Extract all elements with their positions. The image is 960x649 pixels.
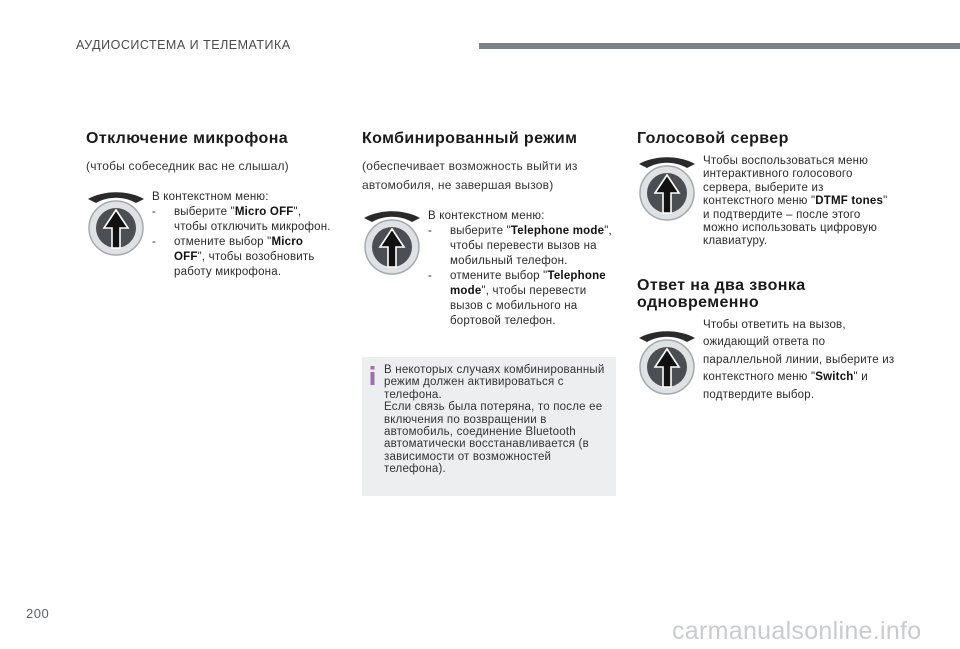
instruction-intro: В контекстном меню: xyxy=(428,210,545,222)
rotary-knob-icon xyxy=(86,190,146,256)
bullet-item: - отмените выбор "Telephone mode", чтобы перевести вызов с мобильного на бортовой телефон. xyxy=(428,270,606,327)
instruction-text: Чтобы ответить на вызов, ожидающий ответа по параллельной линии, выберите из контекстного меню "Switch" и подтвердите выбор. xyxy=(703,318,895,401)
section-combined-mode xyxy=(362,130,618,329)
bullet-item: - выберите "Micro OFF", чтобы отключить микрофон. xyxy=(152,206,331,233)
section-subtitle: (чтобы собеседник вас не слышал) xyxy=(86,159,289,173)
menu-option-micro-off: Micro OFF xyxy=(174,236,304,263)
section-title: Ответ на два звонка одновременно xyxy=(637,276,806,311)
bullet-item: - отмените выбор "Micro OFF", чтобы возобновить работу микрофона. xyxy=(152,236,315,278)
instruction-row xyxy=(637,155,897,249)
instruction-row xyxy=(637,317,897,405)
instruction-text xyxy=(146,190,336,280)
rotary-knob-icon xyxy=(362,209,422,275)
bullet-item: - выберите "Telephone mode", чтобы перевести вызов на мобильный телефон. xyxy=(428,225,612,267)
instruction-row xyxy=(362,209,618,329)
info-paragraph: Если связь была потеряна, то после ее включения по возвращении в автомобиль, соединение Bluetooth автоматически восстанавливается (в зависимости от возможностей телефона). xyxy=(384,401,603,476)
section-title: Комбинированный режим xyxy=(362,130,578,147)
menu-option-telephone-mode: Telephone mode xyxy=(510,225,605,237)
rotary-knob-icon xyxy=(637,329,697,395)
info-box xyxy=(362,357,616,496)
page-number: 200 xyxy=(26,606,50,621)
info-icon xyxy=(368,366,378,391)
section-title: Отключение микрофона xyxy=(86,130,289,147)
section-title: Голосовой сервер xyxy=(637,130,789,147)
menu-option-micro-off: Micro OFF xyxy=(234,206,294,218)
section-microphone-off xyxy=(86,130,336,280)
menu-option-dtmf-tones: DTMF tones xyxy=(815,195,884,208)
rotary-knob-icon xyxy=(637,155,697,221)
section-voice-server xyxy=(637,130,897,404)
watermark: carmanualsonline.info xyxy=(672,617,922,645)
header-bar xyxy=(479,43,960,49)
section-subtitle: (обеспечивает возможность выйти из автомобиля, не завершая вызов) xyxy=(362,159,578,192)
instruction-text xyxy=(422,209,618,329)
menu-option-telephone-mode: Telephone mode xyxy=(450,270,606,297)
instruction-intro: В контекстном меню: xyxy=(152,191,269,203)
info-text xyxy=(384,364,610,476)
instruction-text: Чтобы воспользоваться меню интерактивного голосового сервера, выберите из контекстного меню "DTMF tones" и подтвердите – после этого можно использовать цифровую клавиатуру. xyxy=(703,155,888,248)
header-title: АУДИОСИСТЕМА И ТЕЛЕМАТИКА xyxy=(76,38,291,52)
info-paragraph: В некоторых случаях комбинированный режим должен активироваться с телефона. xyxy=(384,364,605,401)
menu-option-switch: Switch xyxy=(815,371,854,384)
instruction-row xyxy=(86,190,336,280)
